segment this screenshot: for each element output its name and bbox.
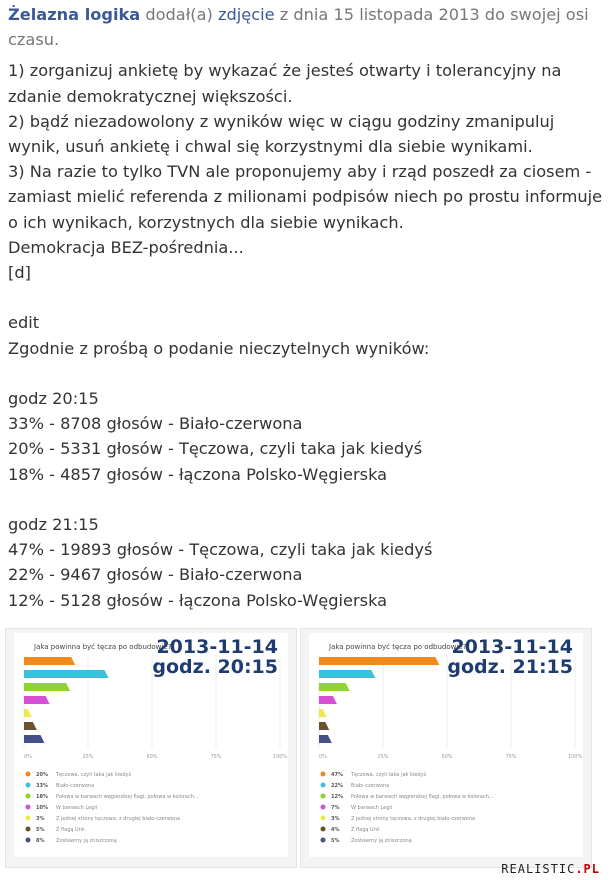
result-line: 33% - 8708 głosów - Biało-czerwona [8, 414, 303, 434]
chart-date [152, 637, 278, 677]
photo-link[interactable]: zdjęcie [218, 5, 275, 24]
bar [24, 670, 108, 678]
legend-marker [26, 827, 31, 832]
legend-label: W barwach Legii [56, 805, 98, 811]
paragraph: 1) zorganizuj ankietę by wykazać że jesteś otwarty i tolerancyjny na zdanie demokratycznej większości. [8, 61, 567, 106]
chart-image-2115[interactable] [300, 628, 592, 868]
watermark-domain: .PL [575, 862, 600, 876]
bar [319, 722, 329, 730]
bar [319, 670, 375, 678]
legend-value: 5% [36, 827, 45, 833]
watermark [501, 862, 600, 876]
bar [319, 709, 327, 717]
legend-label: Z jednej strony tęczowa, z drugiej biało-czerwona [351, 816, 476, 822]
legend-marker [26, 805, 31, 810]
result-line: 12% - 5128 głosów - łączona Polsko-Węgierska [8, 590, 388, 610]
chart-title: Jaka powinna być tęcza po odbudowie? [329, 643, 467, 651]
result-line: 20% - 5331 głosów - Tęczowa, czyli taka jak kiedyś [8, 439, 423, 459]
header-date: z dnia 15 listopada 2013 do swojej osi czasu. [8, 5, 594, 50]
tick-label: 25% [82, 754, 94, 760]
legend-value: 7% [331, 805, 340, 811]
date-text: 2013-11-14 [451, 636, 573, 658]
legend-value: 3% [331, 816, 340, 822]
author-link[interactable]: Żelazna logika [8, 5, 141, 24]
bar [24, 709, 32, 717]
legend-value: 10% [36, 805, 48, 811]
bar [319, 657, 439, 665]
legend-label: Biało-czerwona [351, 783, 390, 789]
legend-label: Z flagą Unii [56, 827, 85, 833]
legend-label: Tęczowa, czyli taka jak kiedyś [351, 772, 427, 778]
post [8, 2, 608, 613]
result-line: 22% - 9467 głosów - Biało-czerwona [8, 565, 303, 585]
legend-value: 22% [331, 783, 343, 789]
bar [24, 722, 37, 730]
results-time: godz 20:15 [8, 389, 99, 409]
legend-marker [321, 794, 326, 799]
legend-marker [26, 783, 31, 788]
legend-marker [321, 783, 326, 788]
header-text: dodał(a) [140, 5, 219, 24]
legend-marker [26, 838, 31, 843]
legend-marker [26, 772, 31, 777]
legend-value: 4% [331, 827, 340, 833]
tick-label: 0% [319, 754, 327, 760]
paragraph: 2) bądź niezadowolony z wyników więc w ciągu godziny zmanipuluj wynik, usuń ankietę i chwal się korzystnymi dla siebie wynikami. [8, 111, 560, 157]
bar [24, 683, 70, 691]
chart-image-2015[interactable] [5, 628, 297, 868]
post-header [8, 2, 604, 52]
tick-label: 75% [210, 754, 222, 760]
legend-value: 18% [36, 794, 48, 800]
legend-marker [321, 805, 326, 810]
chart-date [447, 637, 573, 677]
legend-marker [321, 827, 326, 832]
legend-marker [321, 816, 326, 821]
result-line: 18% - 4857 głosów - łączona Polsko-Węgierska [8, 464, 388, 484]
results-time: godz 21:15 [8, 515, 99, 535]
chart-title: Jaka powinna być tęcza po odbudowie? [34, 643, 172, 651]
legend-label: Zostawmy ją zniszczoną [351, 838, 412, 844]
bar [319, 735, 332, 743]
bar [319, 683, 350, 691]
date-text: 2013-11-14 [156, 636, 278, 658]
bar [24, 735, 44, 743]
legend-value: 3% [36, 816, 45, 822]
edit-label: edit [8, 313, 40, 333]
legend-label: Połowa w barwach węgierskiej flagi, połowa w kolorach... [351, 794, 494, 800]
edit-text: Zgodnie z prośbą o podanie nieczytelnych wyników: [8, 338, 430, 358]
paragraph: [d] [8, 263, 31, 283]
legend-label: Tęczowa, czyli taka jak kiedyś [56, 772, 132, 778]
paragraph: 3) Na razie to tylko TVN ale proponujemy aby i rząd poszedł za ciosem - zamiast mielić referenda z milionami podpisów niech po prostu informuje o ich wynikach, korzystnych dla siebie wynikach. [8, 162, 608, 232]
legend-value: 12% [331, 794, 343, 800]
legend-value: 8% [36, 838, 45, 844]
legend-value: 5% [331, 838, 340, 844]
tick-label: 75% [505, 754, 517, 760]
legend-marker [26, 794, 31, 799]
result-line: 47% - 19893 głosów - Tęczowa, czyli taka jak kiedyś [8, 540, 433, 560]
time-text: godz. 21:15 [447, 656, 573, 678]
legend-label: Z flagą Unii [351, 827, 380, 833]
legend-value: 47% [331, 772, 343, 778]
bar [24, 657, 75, 665]
paragraph: Demokracja BEZ-pośrednia... [8, 237, 244, 257]
tick-label: 50% [441, 754, 453, 760]
legend-value: 33% [36, 783, 48, 789]
tick-label: 0% [24, 754, 32, 760]
legend-label: Z jednej strony tęczowa, z drugiej biało-czerwona [56, 816, 181, 822]
bar [24, 696, 50, 704]
bar [319, 696, 337, 704]
legend-marker [321, 772, 326, 777]
time-text: godz. 20:15 [152, 656, 278, 678]
legend-value: 20% [36, 772, 48, 778]
legend-label: Biało-czerwona [56, 783, 95, 789]
watermark-text: REALISTIC [501, 862, 576, 876]
legend-marker [26, 816, 31, 821]
tick-label: 100% [567, 754, 583, 760]
tick-label: 100% [272, 754, 288, 760]
tick-label: 25% [377, 754, 389, 760]
legend-marker [321, 838, 326, 843]
legend-label: Połowa w barwach węgierskiej flagi, połowa w kolorach... [56, 794, 199, 800]
tick-label: 50% [146, 754, 158, 760]
legend-label: Zostawmy ją zniszczoną [56, 838, 117, 844]
legend-label: W barwach Legii [351, 805, 393, 811]
